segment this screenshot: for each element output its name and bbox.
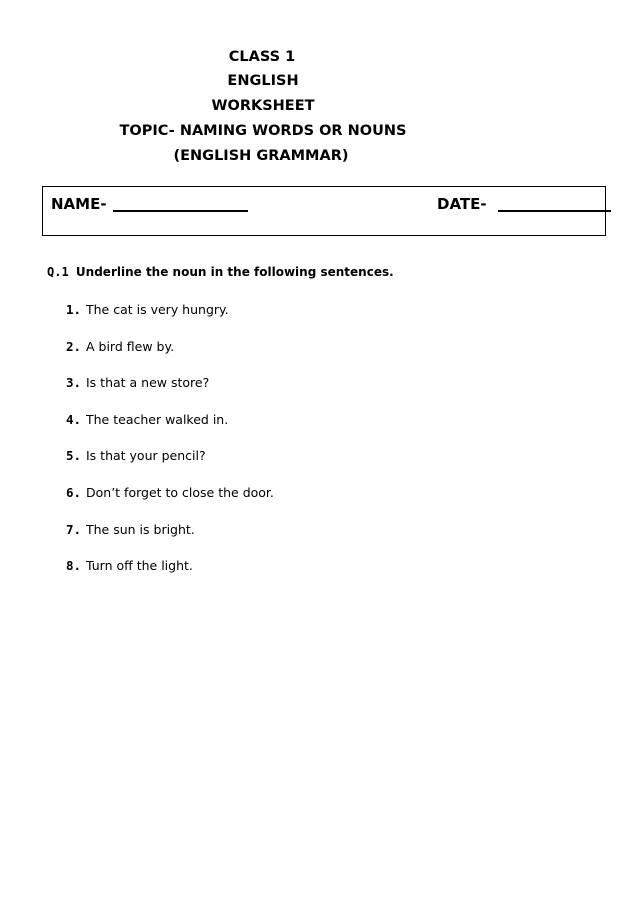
item-sentence: Turn off the light. [86,558,193,574]
item-number: 6. [66,484,82,500]
worksheet-title: WORKSHEET [211,98,315,114]
list-item [66,302,274,339]
list-item [66,522,274,559]
item-number: 1. [66,302,82,317]
item-sentence: Don’t forget to close the door. [86,484,274,500]
subject-title: ENGLISH [227,73,299,89]
item-sentence: The teacher walked in. [86,411,229,427]
item-number: 3. [66,375,82,391]
worksheet-header [0,0,638,180]
name-label: NAME- [51,195,107,213]
question-heading [47,264,394,280]
item-number: 7. [66,521,82,537]
list-item [66,448,274,485]
item-sentence: The sun is bright. [86,521,195,537]
student-info-box [42,186,606,236]
list-item [66,412,274,449]
date-label: DATE- [437,195,487,213]
item-number: 8. [66,558,82,574]
name-blank-line[interactable] [113,210,248,212]
item-sentence: Is that your pencil? [86,448,206,464]
item-sentence: The cat is very hungry. [86,302,229,317]
topic-title: TOPIC- NAMING WORDS OR NOUNS [119,123,407,139]
item-number: 4. [66,411,82,427]
item-number: 2. [66,338,82,354]
list-item [66,375,274,412]
item-sentence: Is that a new store? [86,375,210,391]
item-sentence: A bird flew by. [86,338,175,354]
date-blank-line[interactable] [498,210,611,212]
topic-subtitle: (ENGLISH GRAMMAR) [173,148,349,164]
question-instruction: Underline the noun in the following sentences. [75,265,394,279]
list-item [66,339,274,376]
class-title: CLASS 1 [228,49,296,65]
question-number: Q.1 [47,265,69,279]
item-number: 5. [66,448,82,464]
sentence-list [66,302,274,595]
list-item [66,485,274,522]
list-item [66,558,274,595]
